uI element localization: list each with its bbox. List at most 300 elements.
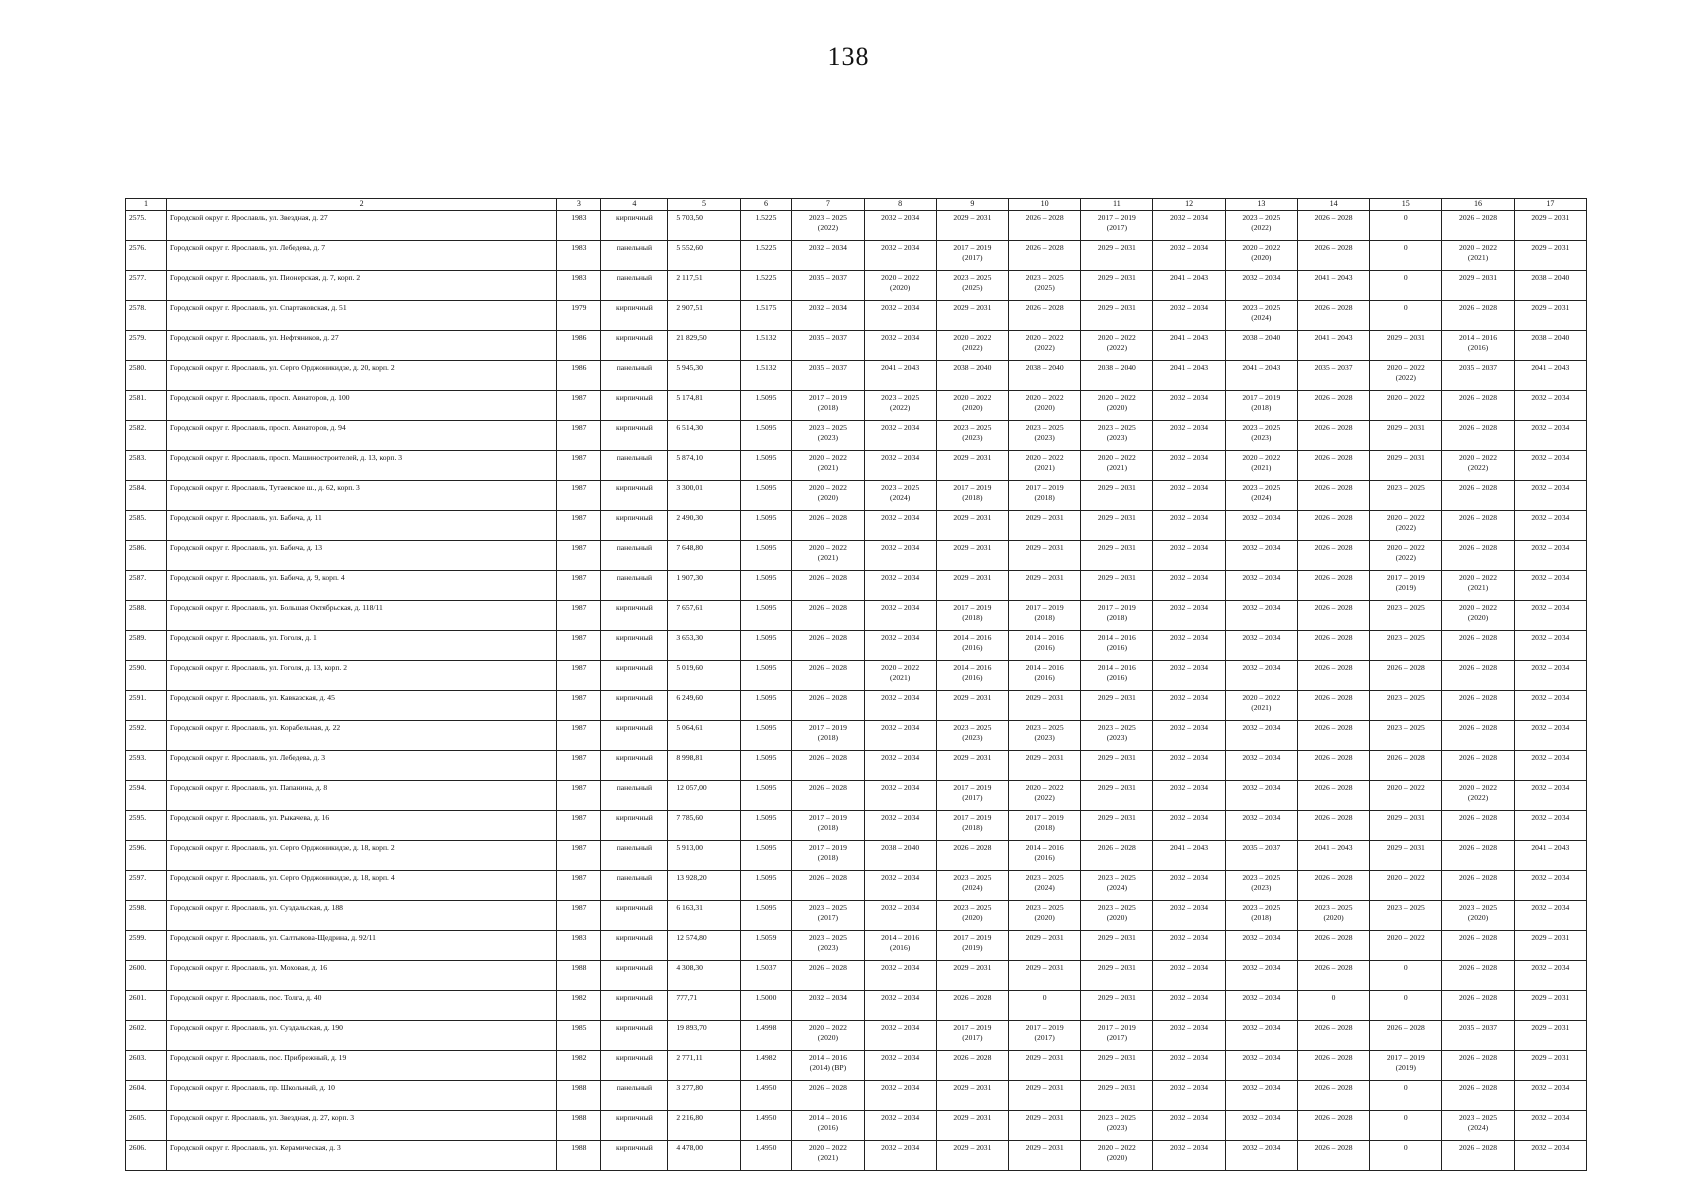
repair-period-cell	[1153, 331, 1225, 361]
repair-period-cell	[1297, 241, 1369, 271]
wall-material-cell: кирпичный	[601, 1021, 668, 1051]
area-cell: 6 514,30	[668, 421, 740, 451]
repair-period-cell	[1225, 961, 1297, 991]
repair-period-cell	[1081, 271, 1153, 301]
repair-period-cell	[1225, 1111, 1297, 1141]
address-cell: Городской округ г. Ярославль, просп. Машиностроителей, д. 13, корп. 3	[166, 451, 556, 481]
area-cell: 12 574,80	[668, 931, 740, 961]
repair-period-cell	[1297, 541, 1369, 571]
table-row	[126, 751, 1587, 781]
repair-period-cell	[1225, 631, 1297, 661]
repair-period-cell	[1514, 481, 1586, 511]
period-range: 2026 – 2028	[1314, 1023, 1353, 1032]
repair-period-cell	[1225, 691, 1297, 721]
period-range: 2032 – 2034	[1170, 543, 1209, 552]
repair-period-cell	[1009, 871, 1081, 901]
repair-period-cell	[1514, 1111, 1586, 1141]
repair-period-cell	[1442, 991, 1514, 1021]
area-cell: 2 216,80	[668, 1111, 740, 1141]
repair-period-cell	[936, 1141, 1008, 1171]
repair-period-cell	[1081, 781, 1153, 811]
period-range: 2032 – 2034	[1242, 663, 1281, 672]
repair-period-cell	[1514, 631, 1586, 661]
repair-period-cell	[1442, 691, 1514, 721]
actual-year: (2024)	[1251, 313, 1272, 322]
repair-period-cell	[1370, 841, 1442, 871]
wall-material-cell: кирпичный	[601, 421, 668, 451]
repair-period-cell	[864, 1081, 936, 1111]
period-range: 2026 – 2028	[1314, 393, 1353, 402]
coefficient-cell: 1.5095	[740, 541, 792, 571]
actual-year: (2022)	[890, 403, 911, 412]
year-cell: 1979	[557, 301, 601, 331]
repair-period-cell	[1442, 451, 1514, 481]
repair-period-cell	[1297, 361, 1369, 391]
period-range: 2014 – 2016	[1459, 333, 1498, 342]
period-range: 2032 – 2034	[1170, 753, 1209, 762]
period-range: 2026 – 2028	[1314, 1083, 1353, 1092]
table-row	[126, 1021, 1587, 1051]
period-range: 2026 – 2028	[808, 753, 847, 762]
repair-period-cell	[1297, 931, 1369, 961]
period-range: 2017 – 2019	[808, 843, 847, 852]
repair-period-cell	[1225, 331, 1297, 361]
repair-period-cell	[1081, 241, 1153, 271]
repair-period-cell	[1225, 211, 1297, 241]
period-range: 2020 – 2022	[1025, 453, 1064, 462]
repair-period-cell	[1370, 991, 1442, 1021]
table-row	[126, 901, 1587, 931]
column-header: 5	[668, 199, 740, 211]
repair-period-cell	[1370, 301, 1442, 331]
period-range: 2023 – 2025	[1242, 303, 1281, 312]
repair-period-cell	[792, 511, 864, 541]
coefficient-cell: 1.5095	[740, 811, 792, 841]
period-range: 0	[1403, 993, 1408, 1002]
repair-period-cell	[1514, 871, 1586, 901]
repair-period-cell	[1442, 511, 1514, 541]
period-range: 2026 – 2028	[1097, 843, 1136, 852]
year-cell: 1987	[557, 541, 601, 571]
repair-period-cell	[1153, 451, 1225, 481]
wall-material-cell: кирпичный	[601, 511, 668, 541]
actual-year: (2023)	[1106, 733, 1127, 742]
row-number: 2582.	[126, 421, 167, 451]
period-range: 2026 – 2028	[1314, 1113, 1353, 1122]
repair-period-cell	[1297, 1051, 1369, 1081]
repair-period-cell	[936, 871, 1008, 901]
period-range: 2041 – 2043	[1170, 363, 1209, 372]
wall-material-cell: панельный	[601, 571, 668, 601]
repair-period-cell	[864, 721, 936, 751]
repair-period-cell	[1442, 1051, 1514, 1081]
repair-period-cell	[1514, 541, 1586, 571]
repair-period-cell	[1225, 241, 1297, 271]
repair-period-cell	[792, 601, 864, 631]
period-range: 2023 – 2025	[1386, 483, 1425, 492]
repair-period-cell	[1225, 391, 1297, 421]
wall-material-cell: кирпичный	[601, 331, 668, 361]
period-range: 2020 – 2022	[953, 393, 992, 402]
repair-period-cell	[864, 781, 936, 811]
area-cell: 12 057,00	[668, 781, 740, 811]
repair-period-cell	[864, 871, 936, 901]
period-range: 2035 – 2037	[808, 333, 847, 342]
actual-year: (2020)	[1106, 403, 1127, 412]
repair-period-cell	[1153, 811, 1225, 841]
repair-period-cell	[792, 541, 864, 571]
period-range: 2026 – 2028	[1314, 513, 1353, 522]
address-cell: Городской округ г. Ярославль, ул. Керамическая, д. 3	[166, 1141, 556, 1171]
actual-year: (2024)	[1034, 883, 1055, 892]
period-range: 2029 – 2031	[953, 963, 992, 972]
period-range: 2032 – 2034	[1242, 1023, 1281, 1032]
period-range: 2023 – 2025	[881, 393, 920, 402]
repair-period-cell	[1225, 931, 1297, 961]
repair-period-cell	[1081, 811, 1153, 841]
period-range: 2032 – 2034	[881, 813, 920, 822]
address-cell: Городской округ г. Ярославль, ул. Серго Орджоникидзе, д. 18, корп. 4	[166, 871, 556, 901]
repair-period-cell	[1009, 721, 1081, 751]
row-number: 2588.	[126, 601, 167, 631]
coefficient-cell: 1.5037	[740, 961, 792, 991]
row-number: 2590.	[126, 661, 167, 691]
actual-year: (2022)	[1467, 793, 1489, 802]
actual-year: (2025)	[1034, 283, 1055, 292]
period-range: 2029 – 2031	[1531, 1053, 1570, 1062]
repair-period-cell	[1370, 421, 1442, 451]
period-range: 2032 – 2034	[1170, 873, 1209, 882]
actual-year: (2020)	[1251, 253, 1272, 262]
row-number: 2583.	[126, 451, 167, 481]
actual-year: (2021)	[1106, 463, 1127, 472]
period-range: 2041 – 2043	[1531, 363, 1570, 372]
repair-period-cell	[1442, 631, 1514, 661]
period-range: 2029 – 2031	[1097, 783, 1136, 792]
repair-period-cell	[1297, 1111, 1369, 1141]
actual-year: (2018)	[1034, 613, 1055, 622]
period-range: 2029 – 2031	[1386, 813, 1425, 822]
repair-period-cell	[1081, 721, 1153, 751]
column-header: 13	[1225, 199, 1297, 211]
period-range: 2029 – 2031	[1097, 573, 1136, 582]
period-range: 2014 – 2016	[1025, 843, 1064, 852]
row-number: 2587.	[126, 571, 167, 601]
period-range: 2026 – 2028	[1025, 213, 1064, 222]
year-cell: 1988	[557, 961, 601, 991]
area-cell: 2 117,51	[668, 271, 740, 301]
repair-period-cell	[1153, 661, 1225, 691]
area-cell: 5 064,61	[668, 721, 740, 751]
repair-period-cell	[1514, 991, 1586, 1021]
period-range: 2035 – 2037	[1242, 843, 1281, 852]
period-range: 2023 – 2025	[1386, 693, 1425, 702]
period-range: 2026 – 2028	[808, 513, 847, 522]
repair-period-cell	[792, 211, 864, 241]
actual-year: (2020)	[1467, 913, 1489, 922]
coefficient-cell: 1.5059	[740, 931, 792, 961]
address-cell: Городской округ г. Ярославль, ул. Папанина, д. 8	[166, 781, 556, 811]
address-cell: Городской округ г. Ярославль, ул. Звездная, д. 27, корп. 3	[166, 1111, 556, 1141]
coefficient-cell: 1.5225	[740, 241, 792, 271]
area-cell: 5 703,50	[668, 211, 740, 241]
period-range: 2026 – 2028	[1314, 1143, 1353, 1152]
area-cell: 7 657,61	[668, 601, 740, 631]
repair-period-cell	[1225, 601, 1297, 631]
period-range: 2032 – 2034	[808, 303, 847, 312]
row-number: 2605.	[126, 1111, 167, 1141]
repair-period-cell	[1225, 421, 1297, 451]
repair-period-cell	[1297, 871, 1369, 901]
actual-year: (2016)	[1106, 643, 1127, 652]
area-cell: 6 249,60	[668, 691, 740, 721]
row-number: 2577.	[126, 271, 167, 301]
period-range: 2023 – 2025	[1386, 603, 1425, 612]
period-range: 2032 – 2034	[881, 963, 920, 972]
repair-period-cell	[1009, 901, 1081, 931]
column-header: 15	[1370, 199, 1442, 211]
repair-period-cell	[1370, 601, 1442, 631]
period-range: 2029 – 2031	[953, 573, 992, 582]
repair-period-cell	[1009, 751, 1081, 781]
repair-period-cell	[1009, 511, 1081, 541]
period-range: 2023 – 2025	[1097, 903, 1136, 912]
period-range: 2032 – 2034	[881, 783, 920, 792]
table-row	[126, 1141, 1587, 1171]
actual-year: (2022)	[1034, 343, 1055, 352]
repair-period-cell	[1297, 901, 1369, 931]
address-cell: Городской округ г. Ярославль, ул. Суздальская, д. 188	[166, 901, 556, 931]
repair-period-cell	[864, 451, 936, 481]
period-range: 2032 – 2034	[1531, 1143, 1570, 1152]
period-range: 2017 – 2019	[1025, 813, 1064, 822]
area-cell: 7 648,80	[668, 541, 740, 571]
repair-period-cell	[792, 811, 864, 841]
period-range: 2026 – 2028	[1459, 483, 1498, 492]
wall-material-cell: кирпичный	[601, 721, 668, 751]
actual-year: (2023)	[962, 433, 983, 442]
row-number: 2586.	[126, 541, 167, 571]
area-cell: 13 928,20	[668, 871, 740, 901]
period-range: 2026 – 2028	[1314, 213, 1353, 222]
coefficient-cell: 1.5095	[740, 871, 792, 901]
repair-period-cell	[1153, 301, 1225, 331]
repair-period-cell	[1081, 481, 1153, 511]
period-range: 2026 – 2028	[1314, 813, 1353, 822]
repair-period-cell	[1153, 1021, 1225, 1051]
repair-period-cell	[1153, 1051, 1225, 1081]
period-range: 2026 – 2028	[1459, 303, 1498, 312]
column-header: 6	[740, 199, 792, 211]
period-range: 2026 – 2028	[1386, 663, 1425, 672]
period-range: 2020 – 2022	[1386, 933, 1425, 942]
wall-material-cell: панельный	[601, 541, 668, 571]
repair-period-cell	[1153, 991, 1225, 1021]
repair-period-cell	[1009, 691, 1081, 721]
coefficient-cell: 1.4998	[740, 1021, 792, 1051]
period-range: 2026 – 2028	[1314, 543, 1353, 552]
period-range: 2026 – 2028	[1314, 1053, 1353, 1062]
period-range: 2032 – 2034	[1242, 933, 1281, 942]
actual-year: (2021)	[890, 673, 911, 682]
repair-period-cell	[1153, 751, 1225, 781]
area-cell: 7 785,60	[668, 811, 740, 841]
address-cell: Городской округ г. Ярославль, ул. Лебедева, д. 3	[166, 751, 556, 781]
repair-period-cell	[1153, 211, 1225, 241]
repair-period-cell	[1370, 481, 1442, 511]
repair-period-cell	[1225, 361, 1297, 391]
period-range: 2032 – 2034	[1531, 633, 1570, 642]
repair-period-cell	[1009, 1051, 1081, 1081]
period-range: 2026 – 2028	[1459, 1053, 1498, 1062]
area-cell: 5 552,60	[668, 241, 740, 271]
period-range: 2029 – 2031	[1025, 543, 1064, 552]
period-range: 2023 – 2025	[1097, 873, 1136, 882]
period-range: 2029 – 2031	[1097, 303, 1136, 312]
repair-period-cell	[936, 421, 1008, 451]
period-range: 2032 – 2034	[1170, 483, 1209, 492]
actual-year: (2018)	[1034, 493, 1055, 502]
repair-period-cell	[1153, 241, 1225, 271]
repair-period-cell	[864, 1051, 936, 1081]
coefficient-cell: 1.5132	[740, 361, 792, 391]
repair-period-cell	[864, 751, 936, 781]
period-range: 2020 – 2022	[1386, 873, 1425, 882]
repair-period-cell	[792, 271, 864, 301]
period-range: 2026 – 2028	[1459, 933, 1498, 942]
repair-period-cell	[1009, 1111, 1081, 1141]
period-range: 2032 – 2034	[1170, 603, 1209, 612]
repair-period-cell	[1009, 1141, 1081, 1171]
period-range: 2041 – 2043	[1531, 843, 1570, 852]
period-range: 2026 – 2028	[1386, 753, 1425, 762]
row-number: 2593.	[126, 751, 167, 781]
repair-period-cell	[1081, 1111, 1153, 1141]
address-cell: Городской округ г. Ярославль, ул. Нефтяников, д. 27	[166, 331, 556, 361]
wall-material-cell: кирпичный	[601, 391, 668, 421]
year-cell: 1988	[557, 1141, 601, 1171]
period-range: 2032 – 2034	[881, 633, 920, 642]
repair-period-cell	[1370, 721, 1442, 751]
period-range: 2023 – 2025	[1314, 903, 1353, 912]
table-row	[126, 541, 1587, 571]
period-range: 0	[1403, 1143, 1408, 1152]
actual-year: (2020)	[962, 913, 983, 922]
page-number: 138	[827, 42, 870, 71]
repair-period-cell	[792, 991, 864, 1021]
repair-period-cell	[792, 661, 864, 691]
repair-period-cell	[1442, 721, 1514, 751]
period-range: 2029 – 2031	[1097, 1083, 1136, 1092]
wall-material-cell: панельный	[601, 271, 668, 301]
period-range: 2035 – 2037	[1459, 1023, 1498, 1032]
coefficient-cell: 1.5225	[740, 211, 792, 241]
repair-period-cell	[1514, 391, 1586, 421]
wall-material-cell: кирпичный	[601, 661, 668, 691]
repair-period-cell	[1370, 751, 1442, 781]
period-range: 2020 – 2022	[1459, 453, 1498, 462]
table-row	[126, 1111, 1587, 1141]
repair-period-cell	[1081, 691, 1153, 721]
repair-period-cell	[1514, 961, 1586, 991]
period-range: 2032 – 2034	[881, 753, 920, 762]
period-range: 2032 – 2034	[1170, 813, 1209, 822]
repair-period-cell	[792, 241, 864, 271]
repair-period-cell	[1009, 811, 1081, 841]
repair-period-cell	[864, 361, 936, 391]
repair-period-cell	[1081, 421, 1153, 451]
period-range: 2017 – 2019	[1242, 393, 1281, 402]
period-range: 2032 – 2034	[1242, 723, 1281, 732]
period-range: 2023 – 2025	[953, 723, 992, 732]
period-range: 2032 – 2034	[1531, 963, 1570, 972]
actual-year: (2022)	[1251, 223, 1272, 232]
repair-period-cell	[1009, 301, 1081, 331]
area-cell: 2 907,51	[668, 301, 740, 331]
repair-period-cell	[792, 1021, 864, 1051]
repair-period-cell	[1370, 241, 1442, 271]
area-cell: 5 913,00	[668, 841, 740, 871]
repair-period-cell	[1081, 301, 1153, 331]
period-range: 2032 – 2034	[1242, 513, 1281, 522]
period-range: 2020 – 2022	[1459, 573, 1498, 582]
period-range: 2020 – 2022	[1386, 543, 1425, 552]
actual-year: (2018)	[962, 613, 983, 622]
repair-period-cell	[1297, 691, 1369, 721]
repair-period-cell	[1442, 481, 1514, 511]
repair-period-cell	[792, 421, 864, 451]
address-cell: Городской округ г. Ярославль, Тутаевское ш., д. 62, корп. 3	[166, 481, 556, 511]
period-range: 2023 – 2025	[1242, 483, 1281, 492]
repair-period-cell	[1370, 1141, 1442, 1171]
repair-period-cell	[864, 211, 936, 241]
actual-year: (2018)	[817, 853, 839, 862]
period-range: 2020 – 2022	[1386, 513, 1425, 522]
repair-period-cell	[1153, 541, 1225, 571]
table-row	[126, 481, 1587, 511]
column-header: 12	[1153, 199, 1225, 211]
period-range: 2032 – 2034	[808, 993, 847, 1002]
period-range: 2020 – 2022	[1097, 333, 1136, 342]
repair-period-cell	[1370, 961, 1442, 991]
repair-period-cell	[1297, 571, 1369, 601]
period-range: 2023 – 2025	[1025, 273, 1064, 282]
repair-period-cell	[792, 781, 864, 811]
area-cell: 21 829,50	[668, 331, 740, 361]
period-range: 2026 – 2028	[1459, 213, 1498, 222]
period-range: 2014 – 2016	[1025, 663, 1064, 672]
table-row	[126, 991, 1587, 1021]
repair-period-cell	[1153, 421, 1225, 451]
repair-period-cell	[1009, 391, 1081, 421]
repair-period-cell	[1081, 991, 1153, 1021]
period-range: 2032 – 2034	[1242, 993, 1281, 1002]
period-range: 2032 – 2034	[1242, 813, 1281, 822]
table-row	[126, 361, 1587, 391]
period-range: 2026 – 2028	[1459, 513, 1498, 522]
period-range: 2032 – 2034	[881, 1023, 920, 1032]
period-range: 2029 – 2031	[1097, 813, 1136, 822]
repair-period-cell	[792, 361, 864, 391]
period-range: 2038 – 2040	[1242, 333, 1281, 342]
actual-year: (2017)	[1034, 1033, 1055, 1042]
period-range: 2026 – 2028	[1314, 963, 1353, 972]
period-range: 2014 – 2016	[881, 933, 920, 942]
wall-material-cell: кирпичный	[601, 961, 668, 991]
repair-period-cell	[1514, 931, 1586, 961]
actual-year: (2018)	[817, 403, 839, 412]
repair-period-cell	[1297, 481, 1369, 511]
